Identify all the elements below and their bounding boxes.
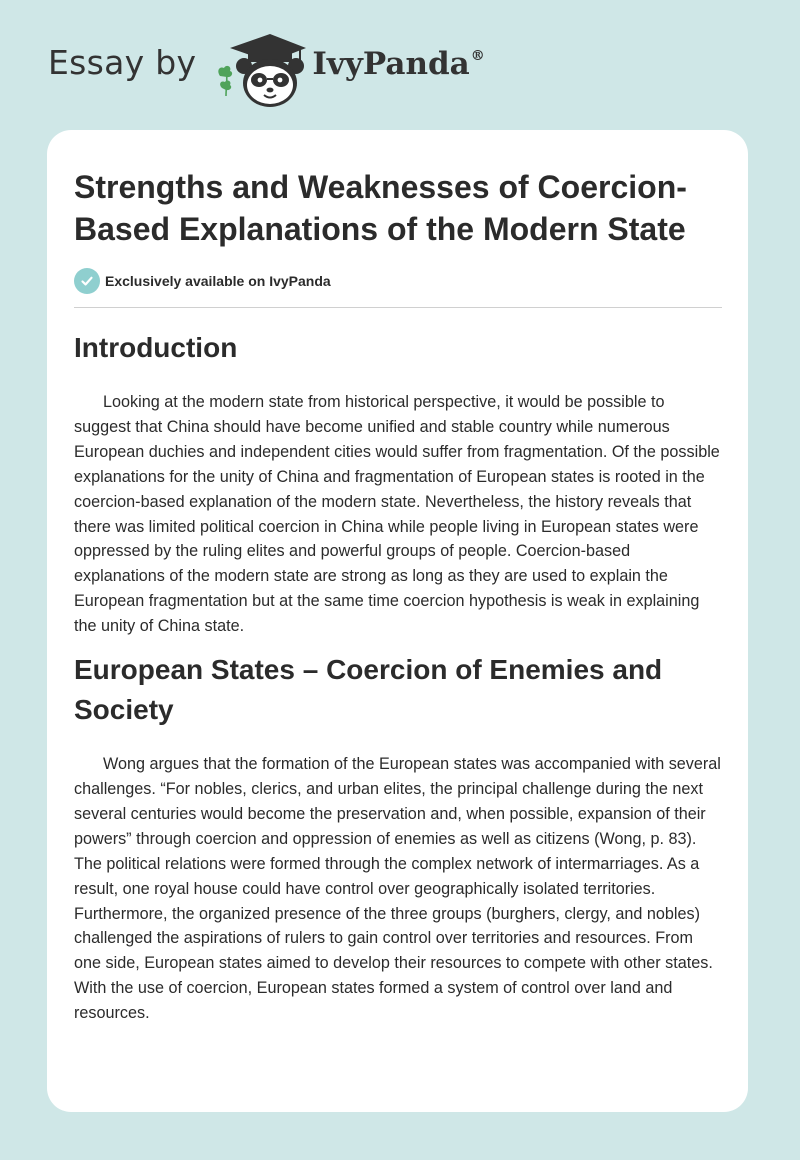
exclusive-badge-label: Exclusively available on IvyPanda [105, 273, 331, 289]
brand-name[interactable] [312, 46, 484, 82]
exclusive-badge [74, 268, 722, 294]
site-header [48, 30, 485, 110]
title-divider [74, 307, 722, 308]
essay-by-label: Essay by [48, 42, 197, 82]
essay-title: Strengths and Weaknesses of Coercion-Based Explanations of the Modern State [74, 169, 687, 247]
brand-label[interactable]: IvyPanda [312, 46, 470, 82]
section-heading-european-states: European States – Coercion of Enemies and Society [74, 654, 663, 726]
registered-mark: ® [470, 48, 485, 64]
section-paragraph-european-states: Wong argues that the formation of the European states was accompanied with several challenges. “For nobles, clerics, and urban elites, the principal challenge during the next several centuries would become the preservation and, when possible, expansion of their powers” through coercion and oppression of enemies as well as citizens (Wong, p. 83). The political relations were formed through the complex network of intermarriages. As a result, one royal house could have control over geographically isolated territories. Furthermore, the organized presence of the three groups (burghers, clergy, and nobles) challenged the aspirations of rulers to gain control over territories and resources. From one side, European states aimed to develop their resources to compete with other states. With the use of coercion, European states formed a system of control over land and resources. [74, 755, 721, 1023]
essay-card [47, 130, 748, 1112]
essay-content [74, 166, 722, 1026]
section-heading-introduction: Introduction [74, 332, 238, 363]
panda-graduate-icon[interactable] [214, 30, 306, 110]
checkmark-icon [74, 268, 100, 294]
section-paragraph-introduction: Looking at the modern state from historical perspective, it would be possible to suggest that China should have become unified and stable country while numerous European duchies and independent cities would suffer from fragmentation. Of the possible explanations for the unity of China and fragmentation of European states is rooted in the coercion-based explanation of the modern state. Nevertheless, the history reveals that there was limited political coercion in China while people living in European states were oppressed by the ruling elites and powerful groups of people. Coercion-based explanations of the modern state are strong as long as they are used to explain the European fragmentation but at the same time coercion hypothesis is weak in explaining the unity of China state. [74, 393, 720, 636]
